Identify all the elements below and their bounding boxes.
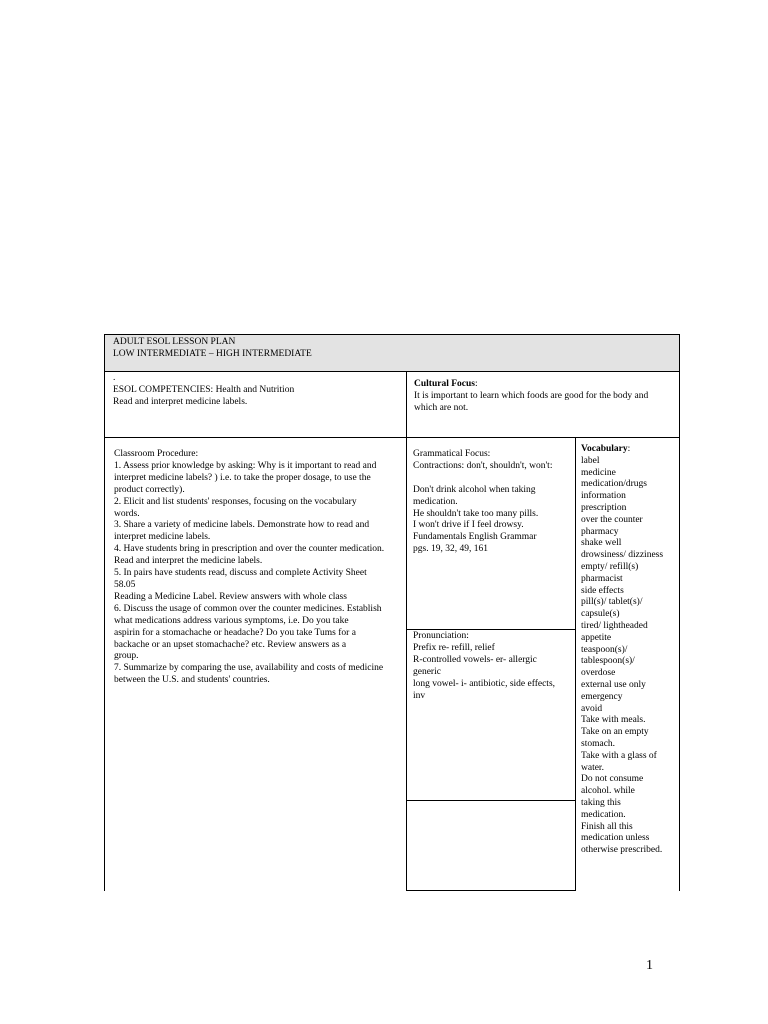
grammar-example: I won't drive if I feel drowsy. bbox=[413, 520, 524, 531]
vocab-item: medicine bbox=[581, 467, 616, 478]
vocab-item: information bbox=[581, 491, 626, 502]
vocab-item: external use only bbox=[581, 679, 646, 690]
procedure-line: Read and interpret the medicine labels. bbox=[114, 556, 263, 567]
classroom-procedure-cell bbox=[104, 437, 407, 891]
cultural-focus-text: It is important to learn which foods are good for the body and which are not. bbox=[414, 390, 649, 413]
procedure-line: 3. Share a variety of medicine labels. Demonstrate how to read and bbox=[114, 520, 370, 531]
vocab-item: shake well bbox=[581, 538, 622, 549]
vocab-item: avoid bbox=[581, 703, 603, 714]
vocab-item: side effects bbox=[581, 585, 624, 596]
competencies-dot: . bbox=[113, 373, 116, 383]
vocab-item: Take on an empty bbox=[581, 727, 649, 738]
vocab-item: empty/ refill(s) bbox=[581, 561, 639, 572]
pronunciation-cell bbox=[406, 629, 576, 801]
pronunciation-line: R-controlled vowels- er- allergic bbox=[413, 654, 537, 665]
grammar-example: medication. bbox=[413, 496, 458, 507]
vocab-item: alcohol. while bbox=[581, 786, 635, 797]
vocab-item: drowsiness/ dizziness bbox=[581, 550, 664, 561]
procedure-line: what medications address various symptoms, i.e. Do you take bbox=[114, 615, 349, 626]
grammar-contractions: Contractions: don't, shouldn't, won't: bbox=[413, 460, 553, 471]
vocab-item: Take with a glass of bbox=[581, 750, 657, 761]
vocab-item: pharmacy bbox=[581, 526, 619, 537]
procedure-line: 2. Elicit and list students' responses, focusing on the vocabulary bbox=[114, 496, 357, 507]
procedure-line: between the U.S. and students' countries. bbox=[114, 675, 270, 686]
vocab-item: tired/ lightheaded bbox=[581, 620, 648, 631]
vocab-item: over the counter bbox=[581, 514, 643, 525]
vocabulary-heading: Vocabulary: bbox=[581, 444, 631, 454]
cultural-focus-label: Cultural Focus bbox=[414, 379, 475, 389]
vocabulary-label: Vocabulary bbox=[581, 444, 628, 454]
vocab-item: medication unless bbox=[581, 833, 650, 844]
grammar-title: Grammatical Focus: bbox=[413, 449, 491, 459]
vocab-item: teaspoon(s)/ bbox=[581, 644, 628, 655]
competencies-text: Read and interpret medicine labels. bbox=[113, 396, 248, 407]
cultural-focus-heading: Cultural Focus: bbox=[414, 379, 478, 389]
vocab-item: Do not consume bbox=[581, 774, 644, 785]
vocab-item: medication. bbox=[581, 809, 626, 820]
procedure-line: product correctly). bbox=[114, 484, 185, 495]
vocab-item: taking this bbox=[581, 797, 621, 808]
vocab-item: capsule(s) bbox=[581, 609, 620, 620]
cultural-focus-cell bbox=[406, 371, 680, 438]
procedure-line: 6. Discuss the usage of common over the counter medicines. Establish bbox=[114, 603, 382, 614]
vocab-item: medication/drugs bbox=[581, 479, 647, 490]
pronunciation-line: generic bbox=[413, 666, 441, 677]
procedure-line: backache or an upset stomachache? etc. Review answers as a bbox=[114, 639, 347, 650]
vocab-item: Finish all this bbox=[581, 821, 633, 832]
vocab-item: emergency bbox=[581, 691, 623, 702]
grammar-example: He shouldn't take too many pills. bbox=[413, 508, 539, 519]
grammar-reference: Fundamentals English Grammar bbox=[413, 532, 537, 543]
procedure-line: 58.05 bbox=[114, 579, 136, 590]
procedure-line: 4. Have students bring in prescription and over the counter medication. bbox=[114, 544, 385, 555]
header-title: ADULT ESOL LESSON PLAN bbox=[113, 337, 236, 347]
vocab-item: otherwise prescribed. bbox=[581, 845, 663, 856]
procedure-line: 1. Assess prior knowledge by asking: Why is it important to read and bbox=[114, 460, 377, 471]
vocab-item: prescription bbox=[581, 502, 627, 513]
grammar-pages: pgs. 19, 32, 49, 161 bbox=[413, 544, 488, 555]
vocab-item: Take with meals. bbox=[581, 715, 646, 726]
pronunciation-line: long vowel- i- antibiotic, side effects, bbox=[413, 678, 556, 689]
empty-cell bbox=[406, 800, 576, 891]
pronunciation-line: inv bbox=[413, 690, 426, 701]
procedure-line: interpret medicine labels. bbox=[114, 532, 211, 543]
vocab-item: water. bbox=[581, 762, 604, 773]
procedure-line: Reading a Medicine Label. Review answers with whole class bbox=[114, 591, 347, 602]
lesson-plan-header bbox=[104, 334, 680, 372]
vocab-item: pill(s)/ tablet(s)/ bbox=[581, 597, 643, 608]
grammatical-focus-cell bbox=[406, 437, 576, 630]
procedure-line: group. bbox=[114, 651, 139, 662]
procedure-line: 7. Summarize by comparing the use, availability and costs of medicine bbox=[114, 663, 384, 674]
competencies-cell bbox=[104, 371, 407, 438]
vocab-item: stomach. bbox=[581, 738, 616, 749]
procedure-line: interpret medicine labels? ) i.e. to take the proper dosage, to use the bbox=[114, 472, 371, 483]
header-level: LOW INTERMEDIATE – HIGH INTERMEDIATE bbox=[113, 348, 312, 359]
procedure-line: words. bbox=[114, 508, 140, 519]
pronunciation-line: Pronunciation: bbox=[413, 631, 469, 641]
competencies-title: ESOL COMPETENCIES: Health and Nutrition bbox=[113, 384, 295, 395]
procedure-line: 5. In pairs have students read, discuss and complete Activity Sheet bbox=[114, 568, 367, 579]
vocab-item: pharmacist bbox=[581, 573, 623, 584]
vocab-item: tablespoon(s)/ bbox=[581, 656, 635, 667]
procedure-line: aspirin for a stomachache or headache? Do you take Tums for a bbox=[114, 627, 356, 638]
procedure-line: Classroom Procedure: bbox=[114, 449, 199, 459]
page-number: 1 bbox=[646, 958, 653, 973]
vocab-item: label bbox=[581, 455, 600, 466]
grammar-example: Don't drink alcohol when taking bbox=[413, 484, 536, 495]
pronunciation-line: Prefix re- refill, relief bbox=[413, 642, 495, 653]
vocabulary-cell bbox=[575, 437, 680, 891]
vocab-item: appetite bbox=[581, 632, 612, 643]
vocab-item: overdose bbox=[581, 668, 616, 679]
